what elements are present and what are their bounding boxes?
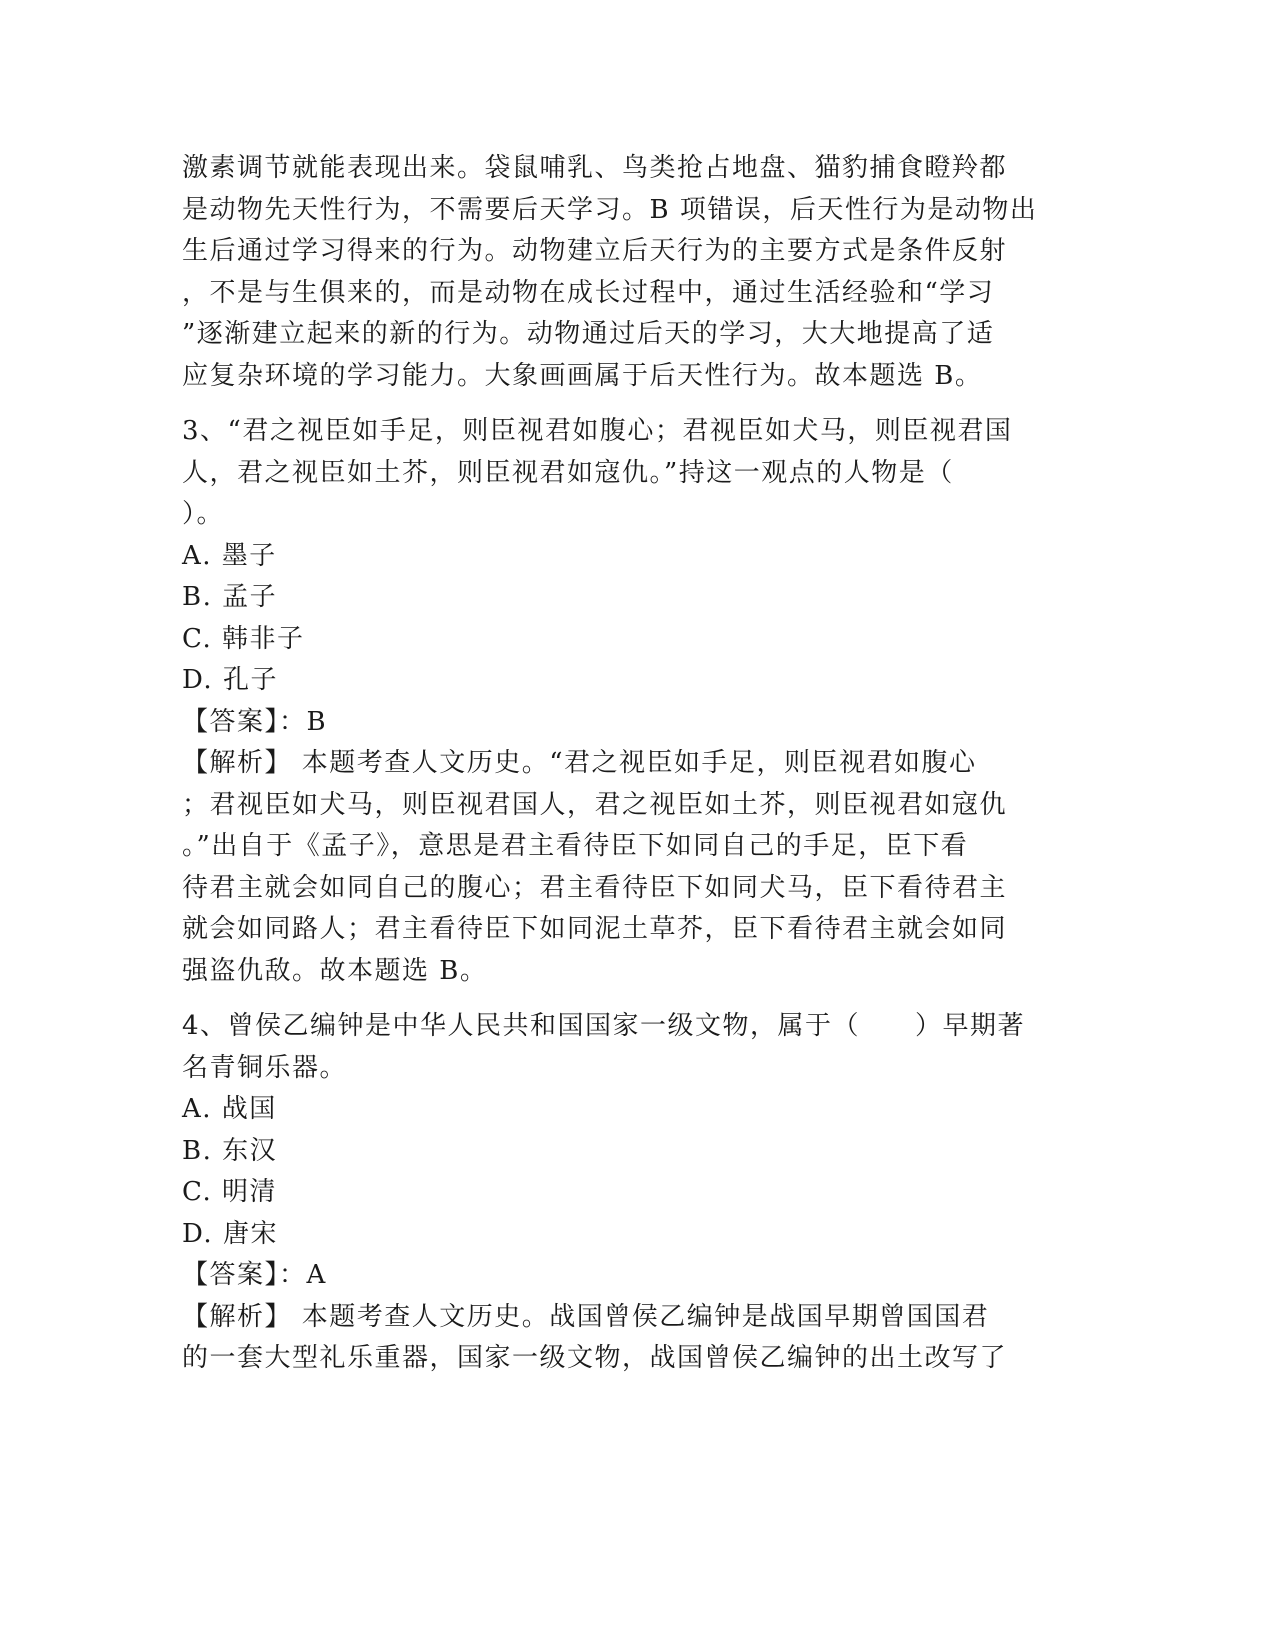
option-b: B. 孟子 xyxy=(182,582,278,612)
option-c: C. 明清 xyxy=(182,1177,277,1207)
question-4 xyxy=(182,1006,1082,1380)
question-stem-line: 人，君之视臣如土芥，则臣视君如寇仇。”持这一观点的人物是（ xyxy=(182,457,954,488)
option-a: A. 战国 xyxy=(182,1094,277,1124)
document-page xyxy=(182,148,1082,1380)
analysis-line: ；君视臣如犬马，则臣视君国人，君之视臣如土芥，则臣视君如寇仇 xyxy=(182,789,1008,820)
question-stem-line: 4、曾侯乙编钟是中华人民共和国国家一级文物，属于（ ）早期著 xyxy=(182,1011,1026,1041)
text-line: 是动物先天性行为，不需要后天学习。B 项错误，后天性行为是动物出 xyxy=(182,194,1038,225)
text-line: 激素调节就能表现出来。袋鼠哺乳、鸟类抢占地盘、猫豹捕食瞪羚都 xyxy=(182,153,1008,183)
option-d: D. 唐宋 xyxy=(182,1218,278,1249)
analysis-line: 强盗仇敌。故本题选 B。 xyxy=(182,955,488,986)
analysis-line: 【解析】 本题考查人文历史。“君之视臣如手足，则臣视君如腹心 xyxy=(182,748,977,778)
answer-line: 【答案】：A xyxy=(182,1260,327,1290)
analysis-line: 待君主就会如同自己的腹心；君主看待臣下如同犬马，臣下看待君主 xyxy=(182,872,1008,903)
answer-line: 【答案】：B xyxy=(182,706,328,737)
text-line: ”逐渐建立起来的新的行为。动物通过后天的学习，大大地提高了适 xyxy=(182,319,995,349)
question-stem-line: 3、“君之视臣如手足，则臣视君如腹心；君视臣如犬马，则臣视君国 xyxy=(182,416,1013,446)
option-b: B. 东汉 xyxy=(182,1135,278,1166)
analysis-line: 【解析】 本题考查人文历史。战国曾侯乙编钟是战国早期曾国国君 xyxy=(182,1301,990,1332)
option-a: A. 墨子 xyxy=(182,540,277,571)
question-stem-line: 名青铜乐器。 xyxy=(182,1052,348,1083)
text-line: 应复杂环境的学习能力。大象画画属于后天性行为。故本题选 B。 xyxy=(182,360,983,391)
question-stem-line: ）。 xyxy=(182,499,225,529)
previous-analysis-continuation xyxy=(182,148,1082,397)
text-line: 生后通过学习得来的行为。动物建立后天行为的主要方式是条件反射 xyxy=(182,236,1008,266)
option-d: D. 孔子 xyxy=(182,665,278,695)
analysis-line: 。”出自于《孟子》，意思是君主看待臣下如同自己的手足，臣下看 xyxy=(182,831,969,861)
question-3 xyxy=(182,411,1082,992)
option-c: C. 韩非子 xyxy=(182,623,305,654)
text-line: ，不是与生俱来的，而是动物在成长过程中，通过生活经验和“学习 xyxy=(182,277,995,308)
analysis-line: 就会如同路人；君主看待臣下如同泥土草芥，臣下看待君主就会如同 xyxy=(182,914,1008,944)
analysis-line: 的一套大型礼乐重器，国家一级文物，战国曾侯乙编钟的出土改写了 xyxy=(182,1343,1008,1373)
